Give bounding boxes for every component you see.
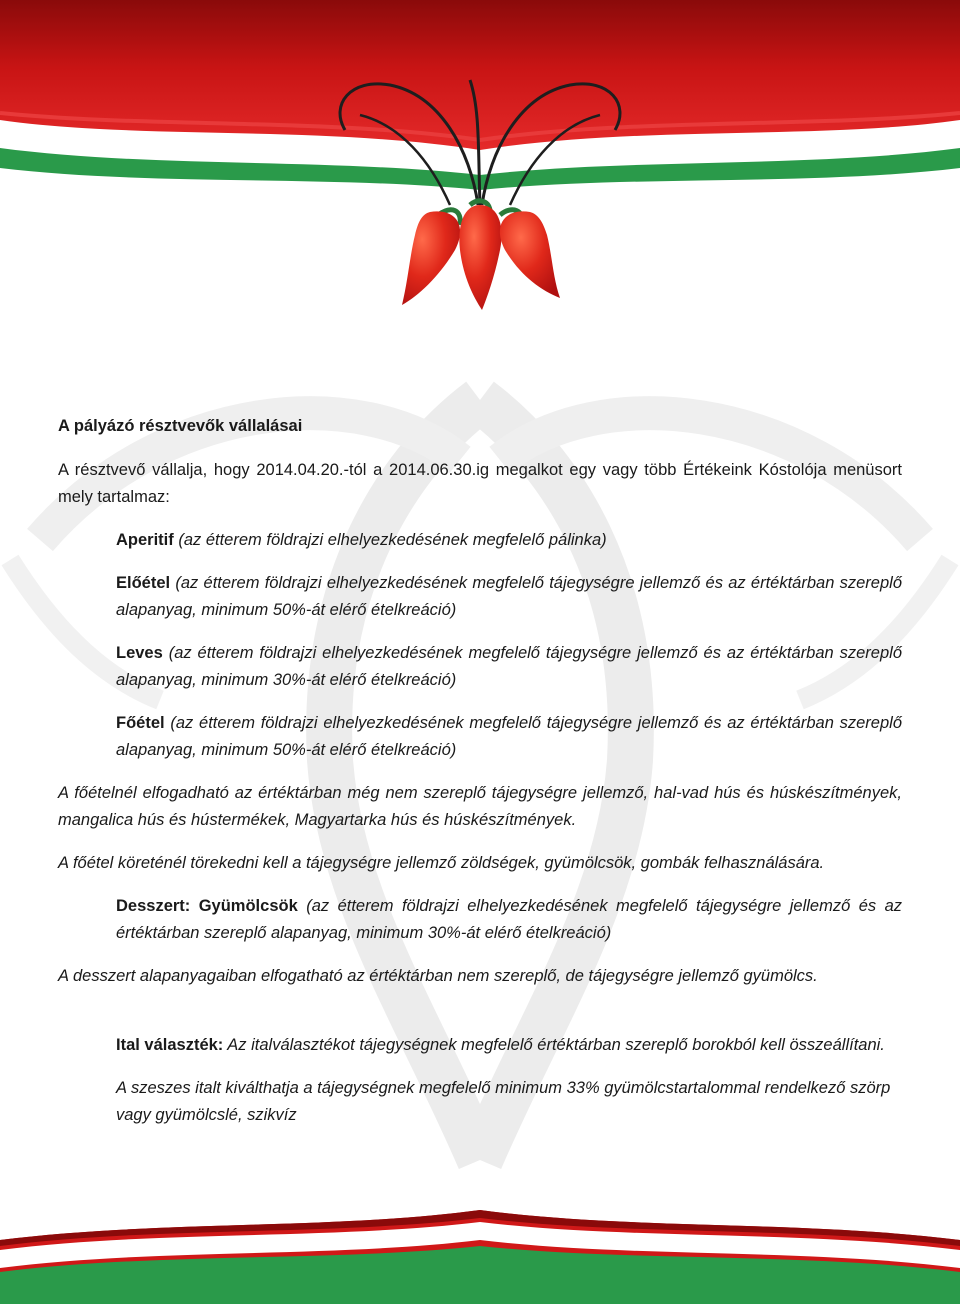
drinks-note: A szeszes italt kiválthatja a tájegységnek megfelelő minimum 33% gyümölcstartalommal rendelkező szörp vagy gyümölcslé, szikvíz: [116, 1079, 891, 1124]
menu-item-label: Előétel: [116, 574, 171, 592]
document-body: [58, 413, 902, 1129]
menu-item-aperitif: [116, 527, 902, 554]
menu-item-text: (az étterem földrajzi elhelyezkedésének megfelelő tájegységre jellemző és az értéktárban szereplő alapanyag, minimum 50%-át elérő ételkreáció): [116, 574, 902, 619]
menu-item-foetel: [116, 710, 902, 764]
menu-item-desszert: [116, 893, 902, 947]
spacer: [58, 990, 902, 1032]
menu-item-label: Főétel: [116, 714, 165, 732]
section-heading: A pályázó résztvevők vállalásai: [58, 417, 303, 435]
menu-item-text: (az étterem földrajzi elhelyezkedésének megfelelő tájegységre jellemző és az értéktárban szereplő alapanyag, minimum 30%-át elérő ételkreáció): [116, 644, 902, 689]
side-dish-note: A főétel köreténél törekedni kell a tájegységre jellemző zöldségek, gyümölcsök, gombák felhasználására.: [58, 854, 825, 872]
main-course-note: A főételnél elfogadható az értéktárban még nem szereplő tájegységre jellemző, hal-vad hús és húskészítmények, mangalica hús és hústermékek, Magyartarka hús és húskészítmények.: [58, 784, 902, 829]
header-banner: [0, 0, 960, 320]
dessert-note: A desszert alapanyagaiban elfogatható az értéktárban nem szereplő, de tájegységre jellemző gyümölcs.: [58, 967, 818, 985]
menu-item-ital: [116, 1032, 902, 1059]
menu-item-eloetel: [116, 570, 902, 624]
menu-item-text: (az étterem földrajzi elhelyezkedésének megfelelő pálinka): [173, 531, 607, 549]
menu-item-label: Ital választék:: [116, 1036, 224, 1054]
menu-item-leves: [116, 640, 902, 694]
menu-item-text: Az italválasztékot tájegységnek megfelelő értéktárban szereplő borokból kell összeállítani.: [223, 1036, 885, 1054]
menu-item-text: (az étterem földrajzi elhelyezkedésének megfelelő tájegységre jellemző és az értéktárban szereplő alapanyag, minimum 50%-át elérő ételkreáció): [116, 714, 902, 759]
menu-item-text: (az étterem földrajzi elhelyezkedésének megfelelő tájegységre jellemző és az értéktárban szereplő alapanyag, minimum 30%-át elérő ételkreáció): [116, 897, 902, 942]
intro-paragraph: A résztvevő vállalja, hogy 2014.04.20.-tól a 2014.06.30.ig megalkot egy vagy több Értékeink Kóstolója menüsort mely tartalmaz:: [58, 461, 902, 506]
menu-item-label: Desszert: Gyümölcsök: [116, 897, 298, 915]
menu-item-label: Leves: [116, 644, 163, 662]
footer-ribbon: [0, 1210, 960, 1304]
menu-item-label: Aperitif: [116, 531, 174, 549]
